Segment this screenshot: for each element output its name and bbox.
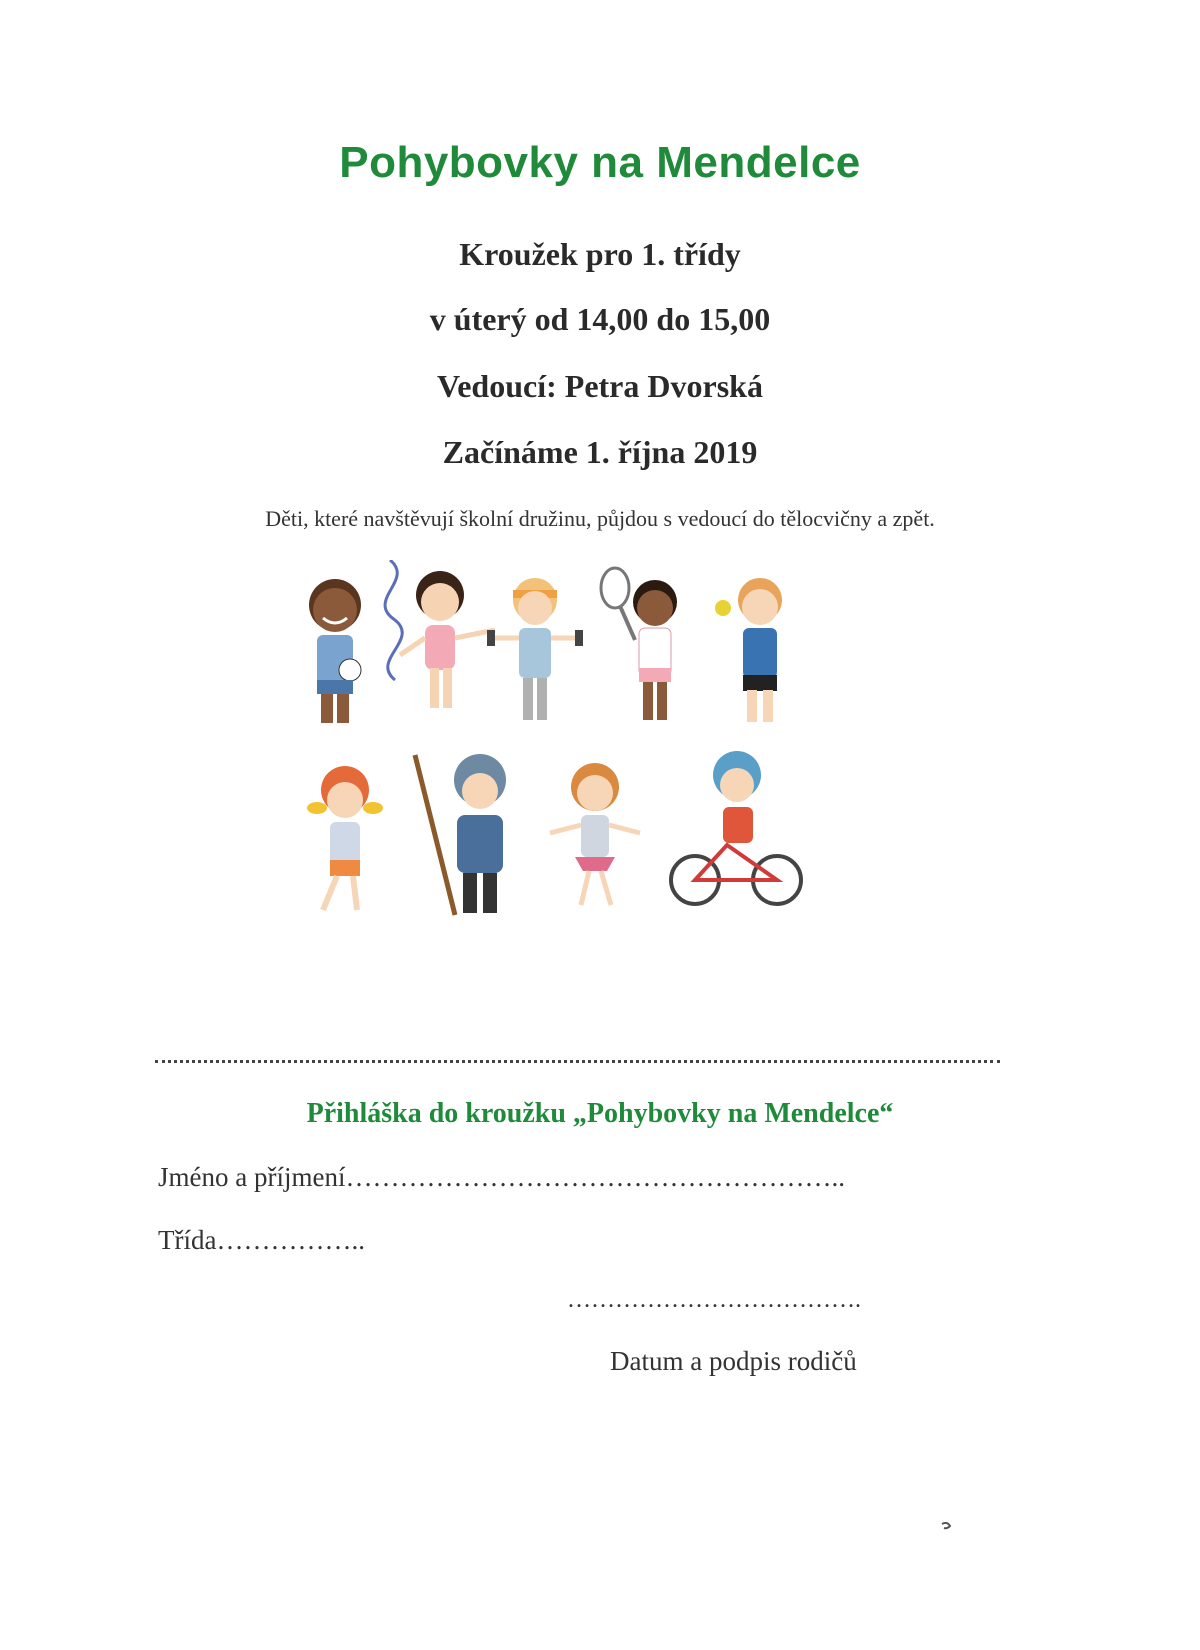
page-title: Pohybovky na Mendelce <box>339 138 861 187</box>
dancer-kid <box>550 763 640 905</box>
gymnast-kid <box>385 560 495 708</box>
form-title: Přihláška do kroužku „Pohybovky na Mendelce“ <box>306 1098 894 1129</box>
info-start-date: Začínáme 1. října 2019 <box>442 434 758 470</box>
info-leader: Vedoucí: Petra Dvorská <box>437 368 763 404</box>
name-field[interactable]: Jméno a příjmení……………………………………………….. <box>158 1162 845 1192</box>
info-schedule: v úterý od 14,00 do 15,00 <box>429 301 771 337</box>
ball-kid <box>715 578 782 722</box>
weightlifter-kid <box>487 578 583 720</box>
cut-separator <box>155 1060 1000 1063</box>
scan-speck-icon <box>940 1520 954 1532</box>
signature-line[interactable]: ………………………………. <box>567 1287 861 1313</box>
runner-kid <box>307 766 383 910</box>
info-note: Děti, které navštěvují školní družinu, půjdou s vedoucí do tělocvičny a zpět. <box>265 506 935 531</box>
children-sports-icon <box>285 560 845 960</box>
hockey-kid <box>415 754 506 915</box>
cyclist-kid <box>671 751 801 904</box>
info-club-for: Kroužek pro 1. třídy <box>459 236 741 272</box>
signature-label: Datum a podpis rodičů <box>610 1346 857 1376</box>
tennis-kid <box>601 568 677 720</box>
soccer-kid <box>309 579 361 723</box>
class-field[interactable]: Třída…………….. <box>158 1225 365 1255</box>
